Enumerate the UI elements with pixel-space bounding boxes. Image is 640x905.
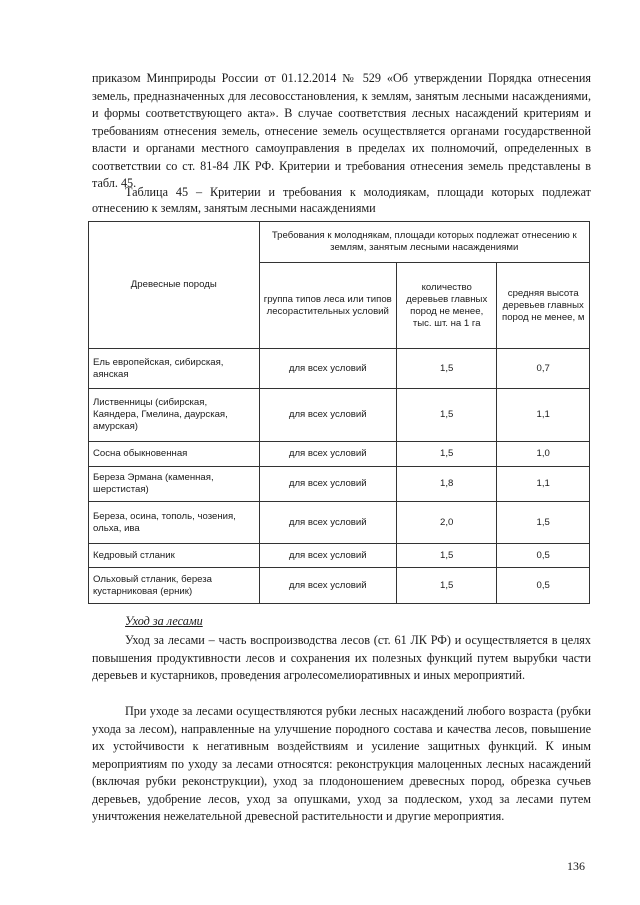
tree-count-cell: 1,5 [396, 442, 497, 467]
avg-height-cell: 0,7 [497, 349, 590, 389]
condition-cell: для всех условий [259, 442, 396, 467]
section-paragraph-2: При уходе за лесами осуществляются рубки лесных насаждений любого возраста (рубки ухода за лесом), направленные на улучшение породного состава и качества лесов, повышение их устойчивости к негативным воздействиям и усиление защитных функций. К иным мероприятиям по уходу за лесами относятся: реконструкция малоценных лесных насаждений (включая рубки реконструкции), уход за плодоношением древесных пород, обрезка сучьев деревьев, удобрение лесов, уход за опушками, уход за подлеском, уход за лесами путем уничтожения нежелательной древесной растительности и другие мероприятия. [92, 704, 591, 823]
table-row [89, 349, 590, 389]
table-row [89, 544, 590, 568]
condition-cell: для всех условий [259, 568, 396, 604]
species-cell: Сосна обыкновенная [89, 442, 260, 467]
tree-count-cell: 1,5 [396, 389, 497, 442]
avg-height-cell: 1,5 [497, 502, 590, 544]
avg-height-cell: 1,1 [497, 467, 590, 502]
tree-count-cell: 2,0 [396, 502, 497, 544]
table-row [89, 389, 590, 442]
species-cell: Ель европейская, сибирская, аянская [89, 349, 260, 389]
condition-cell: для всех условий [259, 349, 396, 389]
table-caption: Таблица 45 – Критерии и требования к молодиякам, площади которых подлежат отнесению к землям, занятым лесными насаждениями [92, 185, 591, 215]
avg-height-cell: 0,5 [497, 544, 590, 568]
table-row [89, 442, 590, 467]
tree-count-cell: 1,5 [396, 568, 497, 604]
tree-count-cell: 1,8 [396, 467, 497, 502]
avg-height-cell: 0,5 [497, 568, 590, 604]
header-forest-type: группа типов леса или типов лесорастительных условий [259, 263, 396, 349]
table-row [89, 568, 590, 604]
header-species: Древесные породы [89, 222, 260, 349]
criteria-table [88, 221, 590, 604]
condition-cell: для всех условий [259, 502, 396, 544]
table-row [89, 502, 590, 544]
condition-cell: для всех условий [259, 389, 396, 442]
species-cell: Лиственницы (сибирская, Каяндера, Гмелина, даурская, амурская) [89, 389, 260, 442]
tree-count-cell: 1,5 [396, 544, 497, 568]
species-cell: Береза Эрмана (каменная, шерстистая) [89, 467, 260, 502]
condition-cell: для всех условий [259, 544, 396, 568]
header-tree-count: количество деревьев главных пород не менее, тыс. шт. на 1 га [396, 263, 497, 349]
header-requirements-group: Требования к молоднякам, площади которых подлежат отнесению к землям, занятым лесными насаждениями [259, 222, 589, 263]
condition-cell: для всех условий [259, 467, 396, 502]
section-title: Уход за лесами [125, 614, 203, 628]
avg-height-cell: 1,1 [497, 389, 590, 442]
species-cell: Кедровый стланик [89, 544, 260, 568]
section-paragraph-1: Уход за лесами – часть воспроизводства лесов (ст. 61 ЛК РФ) и осуществляется в целях повышения продуктивности лесов и сохранения их полезных функций путем вырубки части деревьев и кустарников, проведения агролесомелиоративных и иных мероприятий. [92, 633, 591, 682]
species-cell: Ольховый стланик, береза кустарниковая (ерник) [89, 568, 260, 604]
intro-paragraph: приказом Минприроды России от 01.12.2014 № 529 «Об утверждении Порядка отнесения земель, предназначенных для лесовосстановления, к землям, занятым лесными насаждениями, и формы соответствующего акта». В случае соответствия лесных насаждений критериям и требованиям отнесения земель, отнесение земель осуществляется органами государственной власти и органами местного самоуправления в пределах их полномочий, определенных в соответствии со ст. 81-84 ЛК РФ. Критерии и требования отнесения земель представлены в табл. 45. [92, 71, 591, 190]
species-cell: Береза, осина, тополь, чозения, ольха, ива [89, 502, 260, 544]
table-body [89, 349, 590, 604]
table-row [89, 467, 590, 502]
tree-count-cell: 1,5 [396, 349, 497, 389]
header-avg-height: средняя высота деревьев главных пород не менее, м [497, 263, 590, 349]
page-number: 136 [567, 859, 585, 873]
avg-height-cell: 1,0 [497, 442, 590, 467]
